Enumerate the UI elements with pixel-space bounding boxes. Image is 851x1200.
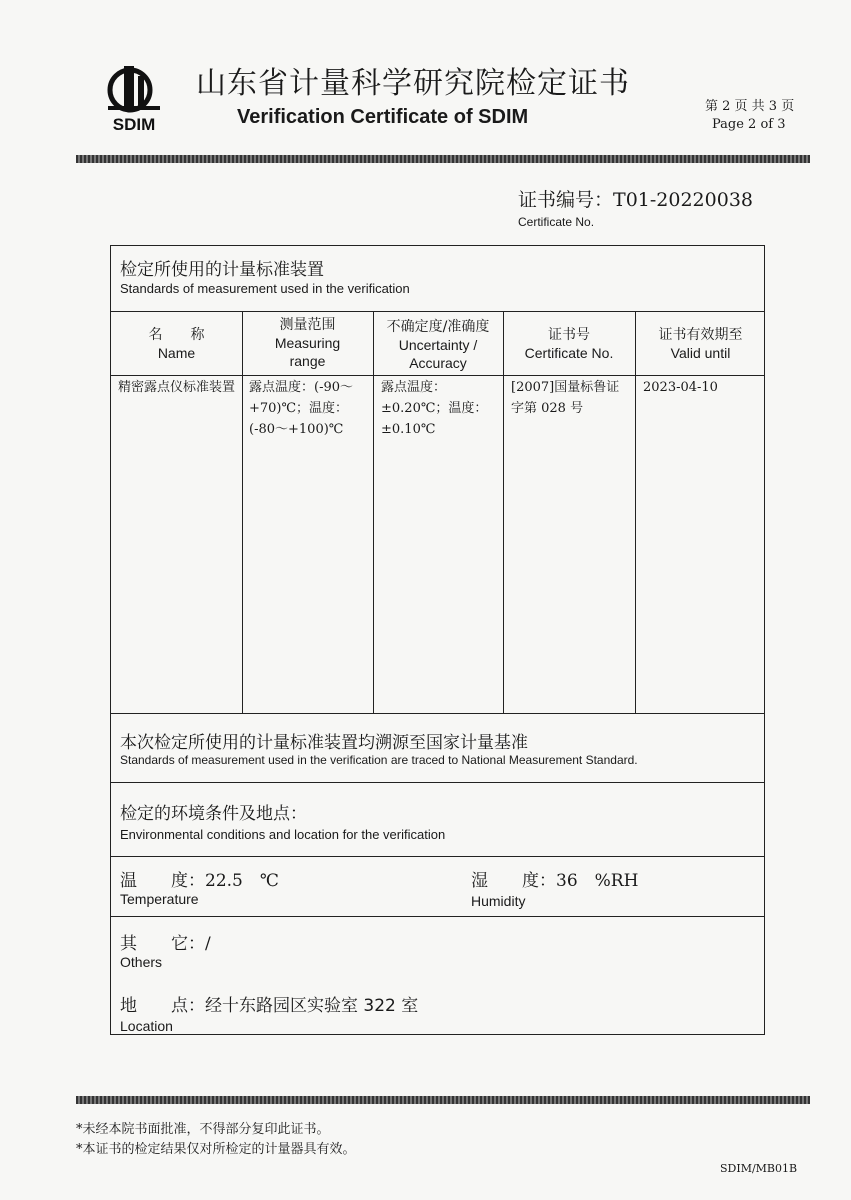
footnote-2: *本证书的检定结果仅对所检定的计量器具有效。 [76,1142,356,1157]
page-number-en: Page 2 of 3 [712,117,786,132]
cell-name: 精密露点仪标准装置 [118,380,236,395]
standards-heading-cn: 检定所使用的计量标准装置 [120,260,324,280]
cell-valid-until: 2023-04-10 [643,380,718,395]
humidity-row: 湿 度：36 %RH [471,871,639,891]
humidity-value: 36 %RH [556,871,639,891]
cell-certificate-no: [2007]国量标鲁证字第 028 号 [511,380,620,416]
location-value: 经十东路园区实验室 322 室 [205,996,419,1016]
environment-heading-en: Environmental conditions and location for the verification [120,827,446,842]
temperature-label-en: Temperature [120,891,199,907]
temperature-row: 温 度：22.5 ℃ [120,871,279,891]
certificate-label-cn: 证书编号： [518,189,614,211]
others-value: / [205,934,211,954]
certificate-label-en: Certificate No. [518,215,595,229]
column-header-name: 名 称 Name [148,327,205,361]
humidity-label-en: Humidity [471,893,526,909]
standards-frame [110,245,765,1035]
others-label-en: Others [120,954,163,970]
certificate-number-value: T01-20220038 [613,189,753,211]
others-row: 其 它：/ [120,934,211,954]
sdim-logo [100,62,172,134]
footnote-1: *未经本院书面批准，不得部分复印此证书。 [76,1122,330,1137]
column-header-uncertainty: 不确定度/准确度 Uncertainty / Accuracy [386,319,490,371]
cell-uncertainty: 露点温度：±0.20℃；温度：±0.10℃ [381,380,488,437]
column-header-certificate: 证书号 Certificate No. [524,327,614,361]
page-number-cn: 第 2 页 共 3 页 [705,99,795,114]
traceability-cn: 本次检定所使用的计量标准装置均溯源至国家计量基准 [120,733,528,753]
certificate-number [518,185,753,212]
environment-heading-cn: 检定的环境条件及地点： [120,804,307,824]
title-cn: 山东省计量科学研究院检定证书 [196,66,630,101]
title-en: Verification Certificate of SDIM [237,106,529,128]
column-header-range: 测量范围 Measuring range [274,317,341,369]
cell-range: 露点温度：(-90～+70)℃；温度：(-80～+100)℃ [249,380,354,437]
column-header-valid-until: 证书有效期至 Valid until [658,327,743,361]
location-row: 地 点：经十东路园区实验室 322 室 [120,996,419,1016]
location-label-en: Location [120,1018,173,1034]
standards-heading-en: Standards of measurement used in the verification [120,281,410,296]
temperature-value: 22.5 ℃ [205,871,279,891]
logo-text: SDIM [112,115,156,134]
header-divider [76,155,810,163]
traceability-en: Standards of measurement used in the verification are traced to National Measurement Standard. [120,753,638,767]
footer-divider [76,1096,810,1104]
form-code: SDIM/MB01B [720,1162,798,1175]
